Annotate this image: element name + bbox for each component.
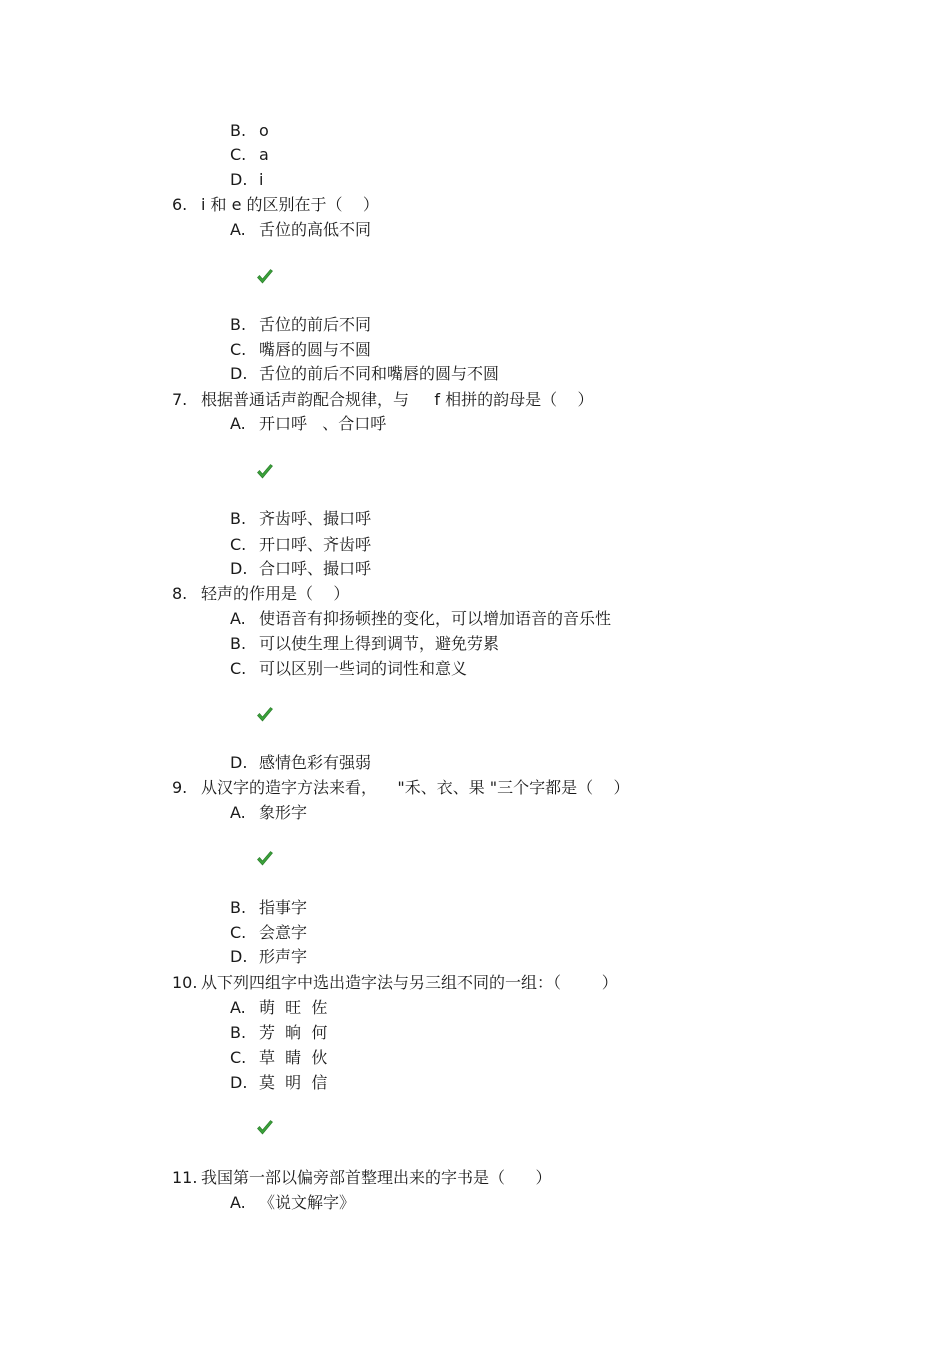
option-letter: B. xyxy=(230,1023,247,1042)
question-text: 轻声的作用是（ ） xyxy=(201,584,350,603)
checkmark-icon xyxy=(256,706,274,724)
checkmark-icon xyxy=(256,268,274,286)
option-text: 开口呼、齐齿呼 xyxy=(259,535,372,554)
option-text: 感情色彩有强弱 xyxy=(259,753,372,772)
option-text: 《说文解字》 xyxy=(259,1193,356,1212)
option-letter: B. xyxy=(230,509,247,528)
question-text: 从下列四组字中选出造字法与另三组不同的一组：（ ） xyxy=(201,973,618,992)
option-text: 指事字 xyxy=(259,898,308,917)
option-text: 莫 明 信 xyxy=(259,1073,328,1092)
option-text: 形声字 xyxy=(259,947,308,966)
option-letter: A. xyxy=(230,414,246,433)
option-text: 可以区别一些词的词性和意义 xyxy=(259,659,468,678)
option-letter: D. xyxy=(230,364,248,383)
question-text: i 和 e 的区别在于（ ） xyxy=(201,195,379,214)
option-text: 舌位的前后不同和嘴唇的圆与不圆 xyxy=(259,364,500,383)
option-text: 舌位的前后不同 xyxy=(259,315,372,334)
option-text: 使语音有抑扬顿挫的变化，可以增加语音的音乐性 xyxy=(259,609,612,628)
option-letter: A. xyxy=(230,609,246,628)
question-text: 从汉字的造字方法来看， "禾、衣、果 "三个字都是（ ） xyxy=(201,778,630,797)
option-text: a xyxy=(259,145,269,164)
question-number: 10. xyxy=(172,973,198,992)
option-text: i xyxy=(259,170,264,189)
option-letter: D. xyxy=(230,170,248,189)
option-letter: C. xyxy=(230,923,247,942)
option-text: 合口呼、撮口呼 xyxy=(259,559,372,578)
option-letter: D. xyxy=(230,753,248,772)
option-letter: C. xyxy=(230,659,247,678)
checkmark-icon xyxy=(256,850,274,868)
option-letter: D. xyxy=(230,1073,248,1092)
option-text: 嘴唇的圆与不圆 xyxy=(259,340,372,359)
option-letter: A. xyxy=(230,1193,246,1212)
option-letter: D. xyxy=(230,947,248,966)
option-letter: C. xyxy=(230,145,247,164)
question-number: 6. xyxy=(172,195,188,214)
checkmark-icon xyxy=(256,463,274,481)
checkmark-icon xyxy=(256,1119,274,1137)
option-letter: B. xyxy=(230,634,247,653)
option-text: 萌 旺 佐 xyxy=(259,998,328,1017)
question-number: 11. xyxy=(172,1168,198,1187)
option-letter: C. xyxy=(230,535,247,554)
option-letter: C. xyxy=(230,1048,247,1067)
question-text: 我国第一部以偏旁部首整理出来的字书是（ ） xyxy=(201,1168,552,1187)
option-letter: B. xyxy=(230,898,247,917)
question-text: 根据普通话声韵配合规律，与 f 相拼的韵母是（ ） xyxy=(201,390,594,409)
option-text: 芳 晌 何 xyxy=(259,1023,328,1042)
option-text: 可以使生理上得到调节，避免劳累 xyxy=(259,634,500,653)
option-text: 会意字 xyxy=(259,923,308,942)
question-number: 9. xyxy=(172,778,188,797)
option-letter: C. xyxy=(230,340,247,359)
question-number: 7. xyxy=(172,390,188,409)
option-letter: B. xyxy=(230,315,247,334)
option-text: 象形字 xyxy=(259,803,308,822)
option-letter: A. xyxy=(230,998,246,1017)
option-text: 开口呼 、合口呼 xyxy=(259,414,387,433)
option-letter: A. xyxy=(230,220,246,239)
option-text: 草 睛 伙 xyxy=(259,1048,328,1067)
option-letter: D. xyxy=(230,559,248,578)
question-number: 8. xyxy=(172,584,188,603)
option-letter: B. xyxy=(230,121,247,140)
option-text: o xyxy=(259,121,269,140)
option-letter: A. xyxy=(230,803,246,822)
option-text: 舌位的高低不同 xyxy=(259,220,372,239)
option-text: 齐齿呼、撮口呼 xyxy=(259,509,372,528)
